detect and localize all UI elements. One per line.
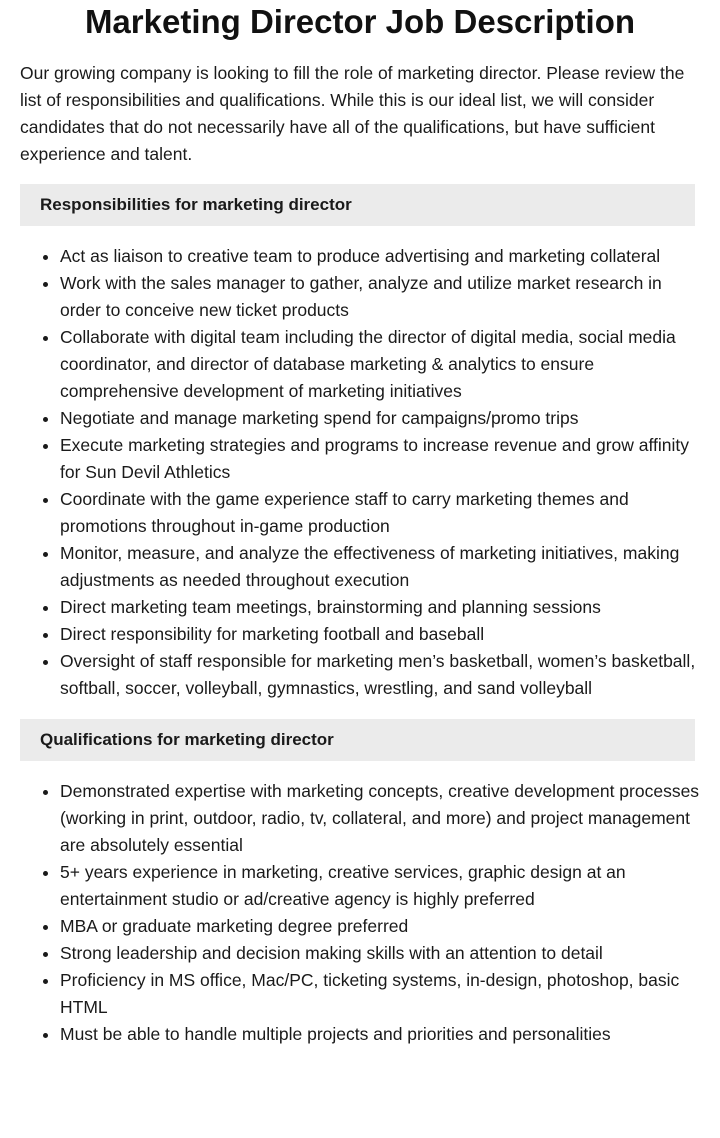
- qualification-item: • Demonstrated expertise with marketing concepts, creative development processes (working in print, outdoor, radio, tv, collateral, and more) and project management are absolutely essential: [60, 778, 700, 859]
- qualification-item: • Strong leadership and decision making skills with an attention to detail: [60, 940, 700, 967]
- responsibility-item: • Collaborate with digital team including the director of digital media, social media coordinator, and director of database marketing & analytics to ensure comprehensive development of marketing initiatives: [60, 324, 700, 405]
- intro-paragraph: Our growing company is looking to fill the role of marketing director. Please review the list of responsibilities and qualifications. While this is our ideal list, we will consider candidates that do not necessarily have all of the qualifications, but have sufficient experience and talent.: [20, 63, 685, 164]
- qualifications-list: [20, 778, 700, 1048]
- responsibility-item: • Direct responsibility for marketing football and baseball: [60, 621, 700, 648]
- qualification-item: • MBA or graduate marketing degree preferred: [60, 913, 700, 940]
- responsibility-item: • Negotiate and manage marketing spend for campaigns/promo trips: [60, 405, 700, 432]
- qualifications-heading: Qualifications for marketing director: [20, 719, 695, 761]
- responsibility-item: • Coordinate with the game experience staff to carry marketing themes and promotions throughout in-game production: [60, 486, 700, 540]
- responsibilities-list: [20, 243, 700, 702]
- qualification-item: • 5+ years experience in marketing, creative services, graphic design at an entertainment studio or ad/creative agency is highly preferred: [60, 859, 700, 913]
- qualification-item: • Must be able to handle multiple projects and priorities and personalities: [60, 1021, 700, 1048]
- responsibility-item: • Work with the sales manager to gather, analyze and utilize market research in order to conceive new ticket products: [60, 270, 700, 324]
- page-title: Marketing Director Job Description: [84, 3, 636, 40]
- qualification-item: • Proficiency in MS office, Mac/PC, ticketing systems, in-design, photoshop, basic HTML: [60, 967, 700, 1021]
- responsibilities-heading: Responsibilities for marketing director: [20, 184, 695, 226]
- responsibility-item: • Oversight of staff responsible for marketing men’s basketball, women’s basketball, softball, soccer, volleyball, gymnastics, wrestling, and sand volleyball: [60, 648, 700, 702]
- responsibility-item: • Act as liaison to creative team to produce advertising and marketing collateral: [60, 243, 700, 270]
- responsibility-item: • Monitor, measure, and analyze the effectiveness of marketing initiatives, making adjustments as needed throughout execution: [60, 540, 700, 594]
- responsibility-item: • Execute marketing strategies and programs to increase revenue and grow affinity for Sun Devil Athletics: [60, 432, 700, 486]
- responsibility-item: • Direct marketing team meetings, brainstorming and planning sessions: [60, 594, 700, 621]
